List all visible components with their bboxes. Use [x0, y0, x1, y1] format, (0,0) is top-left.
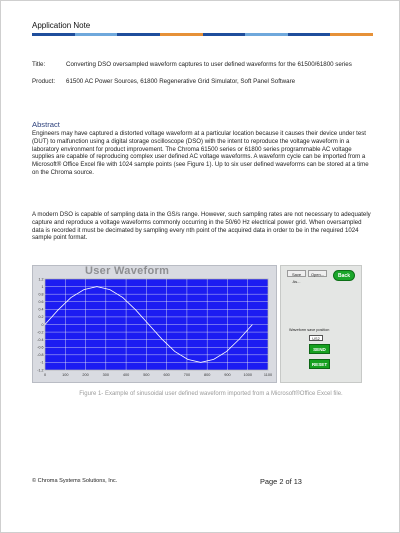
y-tick-label: -1 [40, 360, 44, 365]
abstract-paragraph-1: Engineers may have captured a distorted voltage waveform at a particular location because it causes their device under test (DUT) to malfunction using a digital storage oscilloscope (DSO) with the intent to reproduce the voltage waveform in a laboratory environment for product improvement. The Chroma 61500 series or 61800 series programmable AC voltage supplies are capable of reproducing complex user defined AC voltage waveforms. A waveform cycle can be imported from a Microsoft® Office Excel file with 1024 sample points (see Figure 1). Up to six user defined waveforms can be stored at a time on the Chroma source. [32, 130, 369, 176]
meta-title-label: Title: [32, 61, 46, 68]
x-tick-label: 1000 [243, 373, 252, 377]
stripe-segment [288, 33, 331, 36]
x-tick-label: 100 [62, 373, 69, 377]
x-tick-label: 900 [224, 373, 231, 377]
figure-caption: Figure 1- Example of sinusoidal user defined waveform imported from a Microsoft®Office Excel file. [79, 391, 343, 397]
x-tick-label: 200 [82, 373, 89, 377]
meta-product-label: Product: [32, 78, 56, 85]
abstract-paragraph-2: A modern DSO is capable of sampling data in the GS/s range. However, such sampling rates are not necessary to adequately capture and reproduce a voltage waveforms commonly occurring in the 50/60 Hz electrical power grid. When oversampled data is recorded it must be decimated by sampling every nth point of the acquired data in order to be in the required 1024 sample point format. [32, 211, 371, 242]
waveform-position-select[interactable]: US2 [309, 335, 323, 341]
y-tick-label: 1.2 [38, 277, 44, 282]
footer-copyright: © Chroma Systems Solutions, Inc. [32, 478, 118, 484]
waveform-position-label: Waveform save position [289, 328, 330, 332]
footer-page-number: Page 2 of 13 [260, 477, 302, 486]
x-tick-label: 300 [102, 373, 109, 377]
header-title: Application Note [32, 21, 91, 30]
x-tick-label: 800 [204, 373, 211, 377]
y-tick-label: -0.2 [37, 330, 44, 335]
y-tick-label: 0.4 [38, 307, 44, 312]
y-tick-label: -0.8 [37, 353, 44, 358]
y-tick-label: -0.6 [37, 345, 44, 350]
x-tick-label: 0 [43, 373, 47, 377]
stripe-segment [32, 33, 75, 36]
y-tick-label: 0 [41, 322, 44, 327]
y-tick-label: 0.8 [38, 292, 44, 297]
y-tick-label: 0.6 [38, 300, 44, 305]
y-tick-label: -1.2 [37, 368, 44, 373]
stripe-segment [330, 33, 373, 36]
stripe-segment [245, 33, 288, 36]
waveform-chart [33, 266, 276, 382]
x-tick-label: 400 [122, 373, 130, 377]
y-tick-label: -0.4 [37, 337, 44, 342]
stripe-segment [117, 33, 160, 36]
x-tick-label: 700 [183, 373, 191, 377]
header-color-stripe [32, 33, 373, 36]
graph-title: User Waveform [85, 265, 170, 277]
x-tick-label: 600 [163, 373, 170, 377]
control-panel [280, 265, 362, 383]
open-button[interactable]: Open... [308, 270, 327, 277]
save-as-button[interactable]: Save As... [287, 270, 306, 277]
y-tick-label: 0.2 [38, 315, 44, 320]
send-button[interactable]: SEND [309, 344, 330, 354]
x-tick-label: 1100 [263, 373, 273, 377]
x-tick-label: 500 [143, 373, 150, 377]
reset-button[interactable]: RESET [309, 359, 330, 369]
abstract-heading: Abstract [32, 120, 60, 129]
stripe-segment [75, 33, 118, 36]
y-tick-label: 1 [41, 284, 44, 289]
stripe-segment [160, 33, 203, 36]
back-button[interactable]: Back [333, 270, 355, 281]
figure-1 [32, 265, 362, 383]
meta-title-value: Converting DSO oversampled waveform captures to user defined waveforms for the 61500/61800 series [66, 61, 352, 68]
stripe-segment [203, 33, 246, 36]
graph-panel [32, 265, 277, 383]
meta-product-value: 61500 AC Power Sources, 61800 Regenerative Grid Simulator, Soft Panel Software [66, 78, 296, 85]
